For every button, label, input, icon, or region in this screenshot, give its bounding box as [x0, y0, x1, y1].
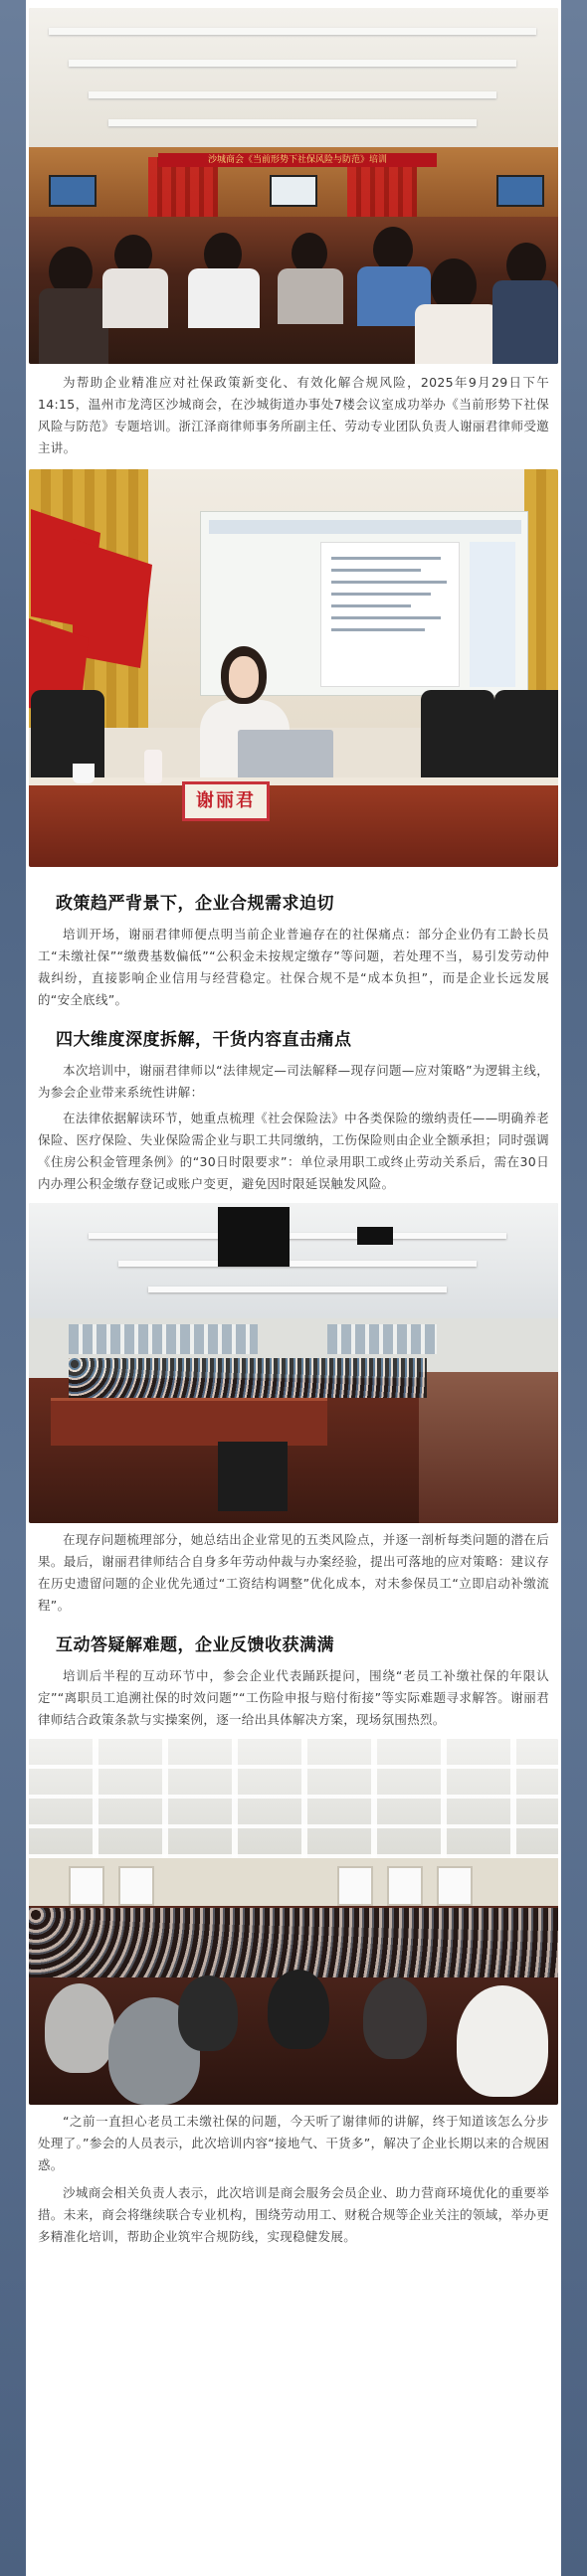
- paragraph-feedback: “之前一直担心老员工未缴社保的问题，今天听了谢律师的讲解，终于知道该怎么分步处理了。”参会的人员表示，此次培训内容“接地气、干货多”，解决了企业长期以来的合规困惑。: [38, 2114, 549, 2172]
- paragraph-problems: 在现存问题梳理部分，她总结出企业常见的五类风险点，并逐一剖析每类问题的潜在后果。最后，谢丽君律师结合自身多年劳动仲裁与办案经验，提出可落地的应对策略：建议存在历史遗留问题的企业优先通过“工资结构调整”优化成本，对未参保员工“立即启动补缴流程”。: [38, 1532, 549, 1613]
- section-title-content: 四大维度深度拆解，干货内容直击痛点: [56, 1030, 352, 1050]
- article-page: [26, 0, 561, 2576]
- photo-meeting-hall: [29, 8, 558, 364]
- photo-speaker: [29, 469, 558, 867]
- photo-audience: [29, 1739, 558, 2105]
- paragraph-qa: 培训后半程的互动环节中，参会企业代表踊跃提问，围绕“老员工补缴社保的年限认定”“离职员工追溯社保的时效问题”“工伤险申报与赔付衔接”等实际难题寻求解答。谢丽君律师结合政策条款与实操案例，逐一给出具体解决方案，现场氛围热烈。: [38, 1668, 549, 1727]
- paragraph-policy: 培训开场，谢丽君律师便点明当前企业普遍存在的社保痛点：部分企业仍有工龄长员工“未缴社保”“缴费基数偏低”“公积金未按规定缴存”等问题，若处理不当，易引发劳动仲裁纠纷，直接影响企业信用与经营稳定。社保合规不是“成本负担”，而是企业长远发展的“安全底线”。: [38, 927, 549, 1007]
- section-title-policy: 政策趋严背景下，企业合规需求迫切: [56, 894, 334, 914]
- speaker-nameplate: 谢丽君: [182, 781, 270, 821]
- paragraph-structure: 本次培训中，谢丽君律师以“法律规定—司法解释—现存问题—应对策略”为逻辑主线，为参会企业带来系统性讲解：: [38, 1063, 549, 1100]
- paragraph-intro: 为帮助企业精准应对社保政策新变化、有效化解合规风险，2025年9月29日下午14:15，温州市龙湾区沙城商会，在沙城街道办事处7楼会议室成功举办《当前形势下社保风险与防范》专题培训。浙江泽商律师事务所副主任、劳动专业团队负责人谢丽君律师受邀主讲。: [38, 375, 549, 455]
- photo-lecture-hall: [29, 1203, 558, 1523]
- paragraph-closing: 沙城商会相关负责人表示，此次培训是商会服务会员企业、助力营商环境优化的重要举措。未来，商会将继续联合专业机构，围绕劳动用工、财税合规等企业关注的领域，举办更多精准化培训，帮助企业筑牢合规防线，实现稳健发展。: [38, 2185, 549, 2244]
- paragraph-legal-basis: 在法律依据解读环节，她重点梳理《社会保险法》中各类保险的缴纳责任——明确养老保险、医疗保险、失业保险需企业与职工共同缴纳，工伤保险则由企业全额承担；同时强调《住房公积金管理条例》的“30日时限要求”：单位录用职工或终止劳动关系后，需在30日内办理公积金缴存登记或账户变更，避免因时限延误触发风险。: [38, 1111, 549, 1191]
- section-title-qa: 互动答疑解难题，企业反馈收获满满: [56, 1635, 334, 1655]
- meeting-banner: 沙城商会《当前形势下社保风险与防范》培训: [158, 153, 437, 167]
